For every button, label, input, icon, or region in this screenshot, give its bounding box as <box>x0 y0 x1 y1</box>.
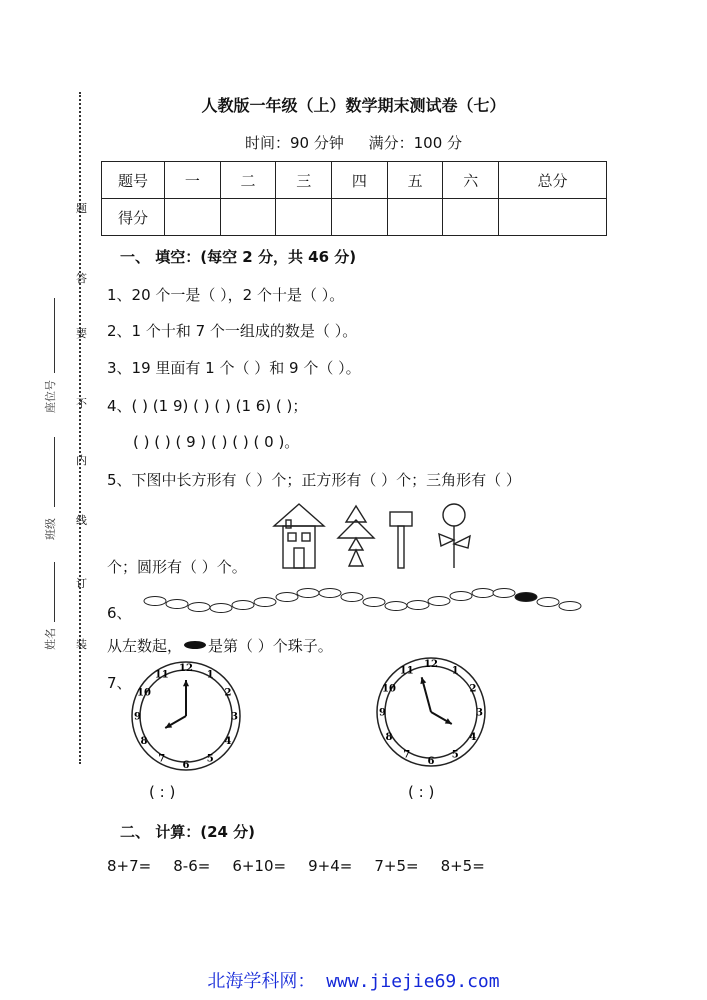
bead <box>144 597 166 606</box>
clock-number: 7 <box>158 753 166 765</box>
question-7-number: 7、 <box>107 674 132 692</box>
score-table-header-row <box>102 162 607 199</box>
bead <box>428 597 450 606</box>
clock-2-answer: ( : ) <box>408 783 435 801</box>
post-rectangle <box>398 526 404 568</box>
bead <box>472 589 494 598</box>
section2-heading: 二、 计算：(24 分) <box>120 823 256 841</box>
question-5-line-2: 个；圆形有（ ）个。 <box>107 558 247 576</box>
clock-number: 3 <box>231 711 238 723</box>
clock-number: 11 <box>154 669 169 681</box>
score-table-header-cell: 四 <box>332 162 388 199</box>
door-rectangle <box>294 548 304 568</box>
house-body-rectangle <box>283 526 315 568</box>
score-table-header-cell: 三 <box>276 162 332 199</box>
footer-watermark[interactable]: 北海学科网： www.jiejie69.com <box>207 971 500 992</box>
clock-number: 12 <box>179 663 193 674</box>
score-cell[interactable] <box>165 199 221 236</box>
clock-2 <box>373 654 493 772</box>
calc-problem: 9+4= <box>308 857 353 875</box>
clock-number: 4 <box>469 731 477 743</box>
black-bead-icon <box>184 641 206 649</box>
score-table-header-cell: 二 <box>220 162 276 199</box>
shapes-figure <box>265 498 480 573</box>
bead <box>188 603 210 612</box>
sign-rectangle <box>390 512 412 526</box>
bead <box>341 593 363 602</box>
clock-number: 12 <box>424 659 438 670</box>
clock-number: 2 <box>224 687 232 699</box>
question-6-text-a: 从左数起， <box>107 637 183 655</box>
binding-char: 订 <box>76 577 87 590</box>
flower-circle <box>443 504 465 526</box>
question-4-line-1: 4、( ) (1 9) ( ) ( ) (1 6) ( )； <box>107 397 308 415</box>
clock-1 <box>128 660 248 775</box>
calc-problem: 8+5= <box>440 857 485 875</box>
house-roof-triangle <box>274 504 324 526</box>
clock-number: 6 <box>427 756 435 767</box>
binding-char: 内 <box>76 454 87 467</box>
score-table <box>101 161 607 236</box>
score-cell[interactable] <box>220 199 276 236</box>
clock-number: 5 <box>206 753 214 765</box>
bead <box>407 601 429 610</box>
score-cell[interactable] <box>387 199 443 236</box>
question-6-text <box>107 635 333 656</box>
clock-number: 2 <box>469 683 477 695</box>
clock-number: 9 <box>379 707 386 719</box>
question-3: 3、19 里面有 1 个（ ）和 9 个（ ）。 <box>107 359 361 377</box>
window-square <box>302 533 310 541</box>
question-5-line-1: 5、下图中长方形有（ ）个；正方形有（ ）个；三角形有（ ） <box>107 471 521 489</box>
clock-number: 8 <box>140 735 148 747</box>
tree-triangle <box>349 550 363 566</box>
class-label: 班级 <box>44 518 57 540</box>
clock-1-answer: ( : ) <box>149 783 176 801</box>
tree-triangle <box>338 520 374 538</box>
score-cell[interactable] <box>332 199 388 236</box>
score-table-header-cell: 六 <box>443 162 499 199</box>
clock-number: 1 <box>206 669 214 681</box>
question-4-line-2: ( ) ( ) ( 9 ) ( ) ( ) ( 0 )。 <box>133 433 300 451</box>
calc-problem: 6+10= <box>232 857 287 875</box>
question-1: 1、20 个一是（ ），2 个十是（ ）。 <box>107 286 345 304</box>
clock-number: 1 <box>451 665 459 677</box>
calc-problem: 8+7= <box>107 857 152 875</box>
page-title: 人教版一年级（上）数学期末测试卷（七） <box>201 96 506 115</box>
clock-number: 4 <box>224 735 232 747</box>
bead <box>493 589 515 598</box>
clock-number: 3 <box>476 707 483 719</box>
question-6-text-b: 是第（ ）个珠子。 <box>208 637 333 655</box>
score-cell[interactable] <box>443 199 499 236</box>
exam-full-score: 满分：100 分 <box>368 134 463 152</box>
score-table-score-row <box>102 199 607 236</box>
score-table-header-cell: 题号 <box>102 162 165 199</box>
clock-number: 6 <box>182 760 190 771</box>
beads-figure <box>140 584 585 620</box>
score-row-label: 得分 <box>102 199 165 236</box>
bead <box>254 598 276 607</box>
leaf-triangle <box>454 536 470 548</box>
bead <box>559 602 581 611</box>
clock-number: 11 <box>399 665 414 677</box>
question-2: 2、1 个十和 7 个一组成的数是（ ）。 <box>107 322 358 340</box>
bead <box>210 604 232 613</box>
clock-number: 9 <box>134 711 141 723</box>
exam-time: 时间：90 分钟 <box>244 134 344 152</box>
black-bead <box>515 593 537 602</box>
bead <box>363 598 385 607</box>
clock-number: 7 <box>403 749 411 761</box>
bead <box>537 598 559 607</box>
binding-char: 答 <box>76 272 87 285</box>
tree-triangle <box>349 538 363 550</box>
score-table-header-cell: 五 <box>387 162 443 199</box>
question-6-number: 6、 <box>107 604 132 622</box>
bead <box>232 601 254 610</box>
minute-hand-tip <box>183 680 189 686</box>
clock-number: 5 <box>451 749 459 761</box>
bead <box>319 589 341 598</box>
calc-problem: 7+5= <box>374 857 419 875</box>
exam-info <box>0 132 707 153</box>
name-label: 姓名 <box>44 628 57 650</box>
bead <box>297 589 319 598</box>
score-table-header-cell: 总分 <box>499 162 607 199</box>
window-square <box>288 533 296 541</box>
section1-heading: 一、 填空：(每空 2 分，共 46 分) <box>120 248 357 266</box>
chimney-rectangle <box>286 520 291 528</box>
bead <box>166 600 188 609</box>
binding-dotted-line <box>79 92 81 764</box>
score-table-header-cell: 一 <box>165 162 221 199</box>
score-cell[interactable] <box>276 199 332 236</box>
score-cell[interactable] <box>499 199 607 236</box>
bead <box>385 602 407 611</box>
clock-number: 8 <box>385 731 393 743</box>
binding-char: 不 <box>76 397 87 410</box>
calc-row <box>107 857 507 875</box>
seat-label: 座位号 <box>44 380 57 413</box>
clock-number: 10 <box>382 683 396 695</box>
bead <box>276 593 298 602</box>
clock-number: 10 <box>137 687 151 699</box>
bead <box>450 592 472 601</box>
binding-char: 要 <box>76 327 87 340</box>
binding-char: 线 <box>76 514 87 527</box>
leaf-triangle <box>439 534 454 546</box>
binding-char: 题 <box>76 202 87 215</box>
binding-char: 装 <box>76 638 87 651</box>
calc-problem: 8-6= <box>173 857 211 875</box>
